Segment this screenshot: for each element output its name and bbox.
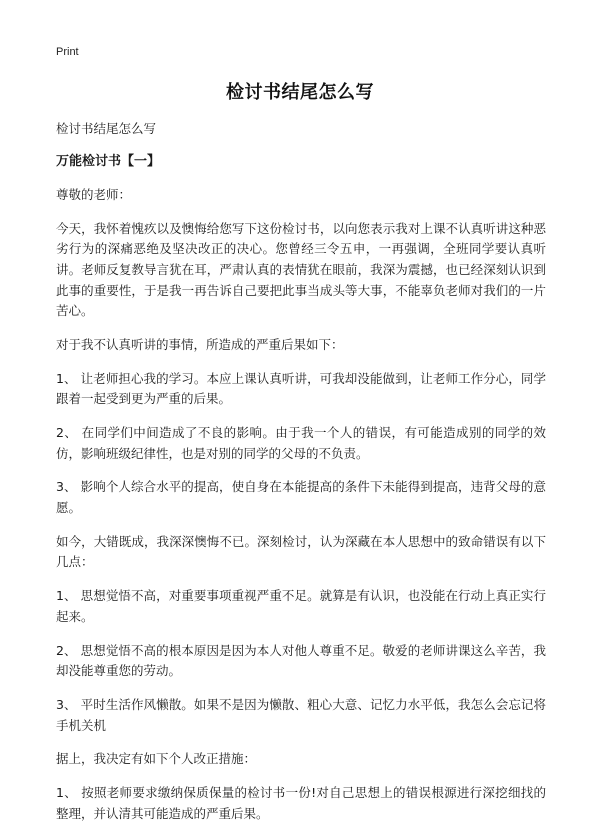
document-body	[56, 118, 546, 838]
paragraph: 如今，大错既成，我深深懊悔不已。深刻检讨，认为深藏在本人思想中的致命错误有以下几点：	[56, 533, 546, 570]
paragraph: 今天，我怀着愧疚以及懊悔给您写下这份检讨书，以向您表示我对上课不认真听讲这种恶劣行为的深痛恶绝及坚决改正的决心。您曾经三令五申，一再强调，全班同学要认真听讲。老师反复教导言犹在耳，严肃认真的表情犹在眼前，我深为震撼，也已经深刻认识到此事的重要性，于是我一再告诉自己要把此事当成头等大事，不能辜负老师对我们的一片苦心。	[56, 220, 546, 319]
list-item: 2、 思想觉悟不高的根本原因是因为本人对他人尊重不足。敬爱的老师讲课这么辛苦，我却没能尊重您的劳动。	[56, 642, 546, 679]
list-item: 1、 按照老师要求缴纳保质保量的检讨书一份!对自己思想上的错误根源进行深挖细找的整理，并认清其可能造成的严重后果。	[56, 785, 546, 821]
document-subtitle: 检讨书结尾怎么写	[56, 121, 157, 136]
page-title: 检讨书结尾怎么写	[226, 82, 374, 103]
paragraph: 据上，我决定有如下个人改正措施：	[56, 751, 257, 767]
paragraph: 对于我不认真听讲的事情，所造成的严重后果如下：	[56, 336, 344, 352]
section-heading: 万能检讨书【一】	[56, 154, 161, 169]
list-item: 1、 让老师担心我的学习。本应上课认真听讲，可我却没能做到，让老师工作分心，同学跟着一起受到更为严重的后果。	[56, 370, 546, 407]
list-item: 3、 影响个人综合水平的提高，使自身在本能提高的条件下未能得到提高，违背父母的意愿。	[56, 479, 546, 516]
print-link[interactable]: Print	[56, 46, 79, 58]
list-item: 3、 平时生活作风懒散。如果不是因为懒散、粗心大意、记忆力水平低，我怎么会忘记将手机关机	[56, 696, 546, 733]
list-item: 2、 在同学们中间造成了不良的影响。由于我一个人的错误，有可能造成别的同学的效仿，影响班级纪律性，也是对别的同学的父母的不负责。	[56, 425, 546, 461]
paragraph-salutation: 尊敬的老师：	[56, 187, 132, 202]
list-item: 1、 思想觉悟不高，对重要事项重视严重不足。就算是有认识，也没能在行动上真正实行起来。	[56, 588, 546, 624]
